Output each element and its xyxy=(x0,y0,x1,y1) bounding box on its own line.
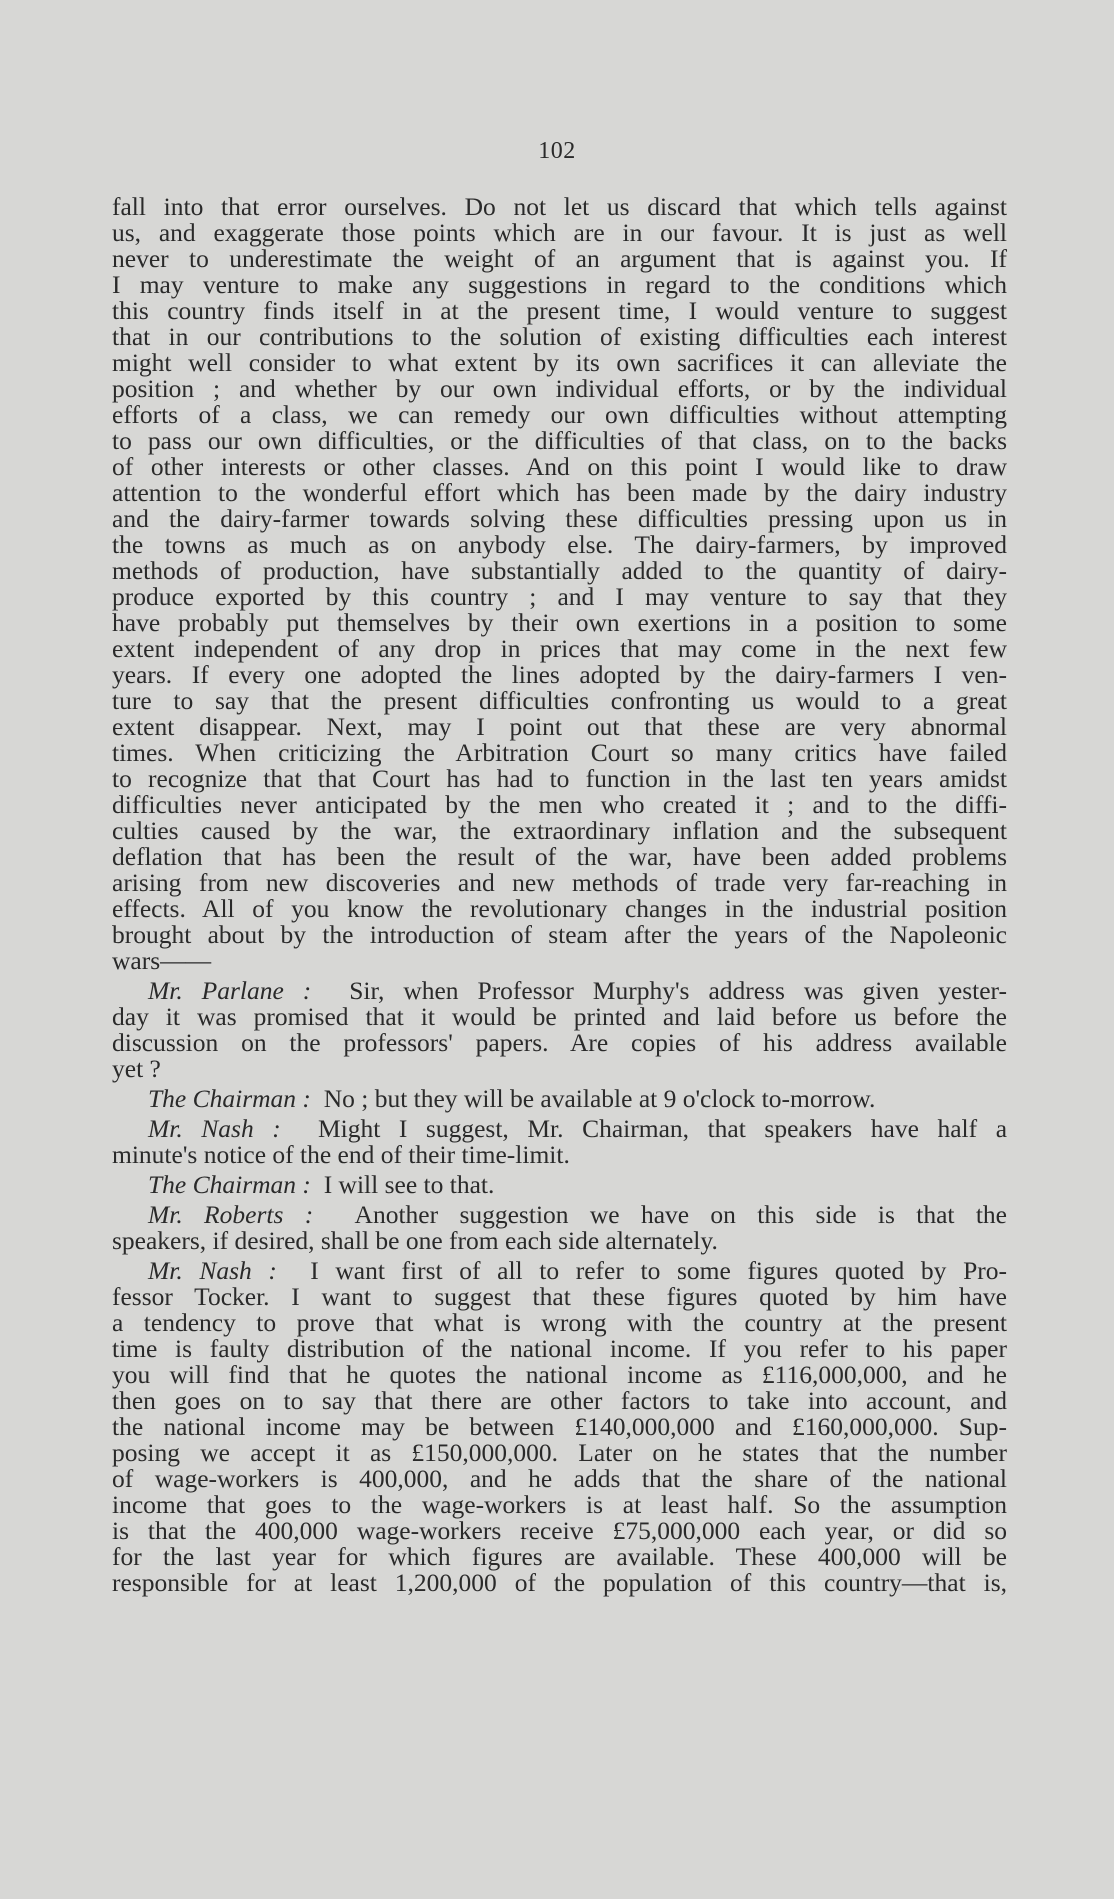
text-line: of wage-workers is 400,000, and he adds that the share of the national xyxy=(112,1464,1007,1493)
text-line: I may venture to make any suggestions in regard to the conditions which xyxy=(112,270,1007,299)
text-line: this country finds itself in at the present time, I would venture to suggest xyxy=(112,296,1007,325)
speaker-name: Mr. Nash : xyxy=(148,1256,277,1285)
text-line: that in our contributions to the solution of existing difficulties each interest xyxy=(112,322,1007,351)
speech-text: Sir, when Professor Murphy's address was given yester- xyxy=(349,976,1007,1005)
text-line: the towns as much as on anybody else. The dairy-farmers, by improved xyxy=(112,530,1007,559)
text-line: might well consider to what extent by its own sacrifices it can alleviate the xyxy=(112,348,1007,377)
text-line: minute's notice of the end of their time-limit. xyxy=(112,1140,570,1169)
speaker-name: The Chairman : xyxy=(148,1084,311,1113)
text-line: deflation that has been the result of the war, have been added problems xyxy=(112,842,1007,871)
text-line: and the dairy-farmer towards solving these difficulties pressing upon us in xyxy=(112,504,1007,533)
text-line: wars—— xyxy=(112,946,212,975)
exchange-nash-1 xyxy=(112,1116,1007,1168)
text-line: produce exported by this country ; and I may venture to say that they xyxy=(112,582,1007,611)
speaker-name: The Chairman : xyxy=(148,1170,311,1199)
text-line: brought about by the introduction of steam after the years of the Napoleonic xyxy=(112,920,1007,949)
text-line: is that the 400,000 wage-workers receive £75,000,000 each year, or did so xyxy=(112,1516,1007,1545)
exchange-nash-2 xyxy=(112,1258,1007,1596)
text-line: fessor Tocker. I want to suggest that these figures quoted by him have xyxy=(112,1282,1007,1311)
text-line: for the last year for which figures are available. These 400,000 will be xyxy=(112,1542,1007,1571)
text-line xyxy=(112,1258,1007,1284)
text-line xyxy=(112,1116,1007,1142)
text-line: discussion on the professors' papers. Are copies of his address available xyxy=(112,1028,1007,1057)
text-line: difficulties never anticipated by the men who created it ; and to the diffi- xyxy=(112,790,1007,819)
text-line: effects. All of you know the revolutionary changes in the industrial position xyxy=(112,894,1007,923)
text-line: culties caused by the war, the extraordinary inflation and the subsequent xyxy=(112,816,1007,845)
text-line: methods of production, have substantially added to the quantity of dairy- xyxy=(112,556,1007,585)
text-line: arising from new discoveries and new methods of trade very far-reaching in xyxy=(112,868,1007,897)
page-number: 102 xyxy=(538,138,576,164)
speech-text: Might I suggest, Mr. Chairman, that speakers have half a xyxy=(317,1114,1008,1143)
exchange-parlane xyxy=(112,978,1007,1082)
speaker-name: Mr. Roberts : xyxy=(148,1200,314,1229)
exchange-chairman-2 xyxy=(112,1172,1007,1198)
text-line xyxy=(112,1202,1007,1228)
text-line: us, and exaggerate those points which are in our favour. It is just as well xyxy=(112,218,1007,247)
text-line: to recognize that that Court has had to function in the last ten years amidst xyxy=(112,764,1007,793)
text-line: extent independent of any drop in prices that may come in the next few xyxy=(112,634,1007,663)
text-line: then goes on to say that there are other factors to take into account, and xyxy=(112,1386,1007,1415)
text-line: efforts of a class, we can remedy our own difficulties without attempting xyxy=(112,400,1007,429)
text-line: ture to say that the present difficulties confronting us would to a great xyxy=(112,686,1007,715)
text-line: years. If every one adopted the lines adopted by the dairy-farmers I ven- xyxy=(112,660,1007,689)
text-line: of other interests or other classes. And on this point I would like to draw xyxy=(112,452,1007,481)
speaker-name: Mr. Nash : xyxy=(148,1114,281,1143)
text-line: times. When criticizing the Arbitration Court so many critics have failed xyxy=(112,738,1007,767)
speech-text: Another suggestion we have on this side is that the xyxy=(354,1200,1007,1229)
text-line: yet ? xyxy=(112,1054,161,1083)
text-line xyxy=(112,1086,1007,1112)
text-line: you will find that he quotes the national income as £116,000,000, and he xyxy=(112,1360,1007,1389)
text-line: to pass our own difficulties, or the difficulties of that class, on to the backs xyxy=(112,426,1007,455)
text-line: attention to the wonderful effort which has been made by the dairy industry xyxy=(112,478,1007,507)
speaker-name: Mr. Parlane : xyxy=(148,976,312,1005)
text-line: position ; and whether by our own individual efforts, or by the individual xyxy=(112,374,1007,403)
text-line: have probably put themselves by their own exertions in a position to some xyxy=(112,608,1007,637)
text-line: a tendency to prove that what is wrong with the country at the present xyxy=(112,1308,1007,1337)
text-line: extent disappear. Next, may I point out that these are very abnormal xyxy=(112,712,1007,741)
text-line xyxy=(112,1172,1007,1198)
text-line: the national income may be between £140,000,000 and £160,000,000. Sup- xyxy=(112,1412,1007,1441)
text-line xyxy=(112,978,1007,1004)
speech-text: I will see to that. xyxy=(323,1170,495,1199)
exchange-chairman-1 xyxy=(112,1086,1007,1112)
speech-text: I want first of all to refer to some figures quoted by Pro- xyxy=(310,1256,1007,1285)
text-line: fall into that error ourselves. Do not let us discard that which tells against xyxy=(112,192,1007,221)
speech-text: No ; but they will be available at 9 o'clock to-morrow. xyxy=(323,1084,876,1113)
text-line: time is faulty distribution of the national income. If you refer to his paper xyxy=(112,1334,1007,1363)
body-text xyxy=(112,194,1007,1596)
text-line: day it was promised that it would be printed and laid before us before the xyxy=(112,1002,1007,1031)
exchange-roberts xyxy=(112,1202,1007,1254)
opening-paragraph xyxy=(112,194,1007,974)
text-line: speakers, if desired, shall be one from each side alternately. xyxy=(112,1226,718,1255)
text-line: responsible for at least 1,200,000 of the population of this country—that is, xyxy=(112,1568,1007,1597)
text-line: never to underestimate the weight of an argument that is against you. If xyxy=(112,244,1007,273)
text-line: posing we accept it as £150,000,000. Later on he states that the number xyxy=(112,1438,1007,1467)
text-line: income that goes to the wage-workers is at least half. So the assumption xyxy=(112,1490,1007,1519)
